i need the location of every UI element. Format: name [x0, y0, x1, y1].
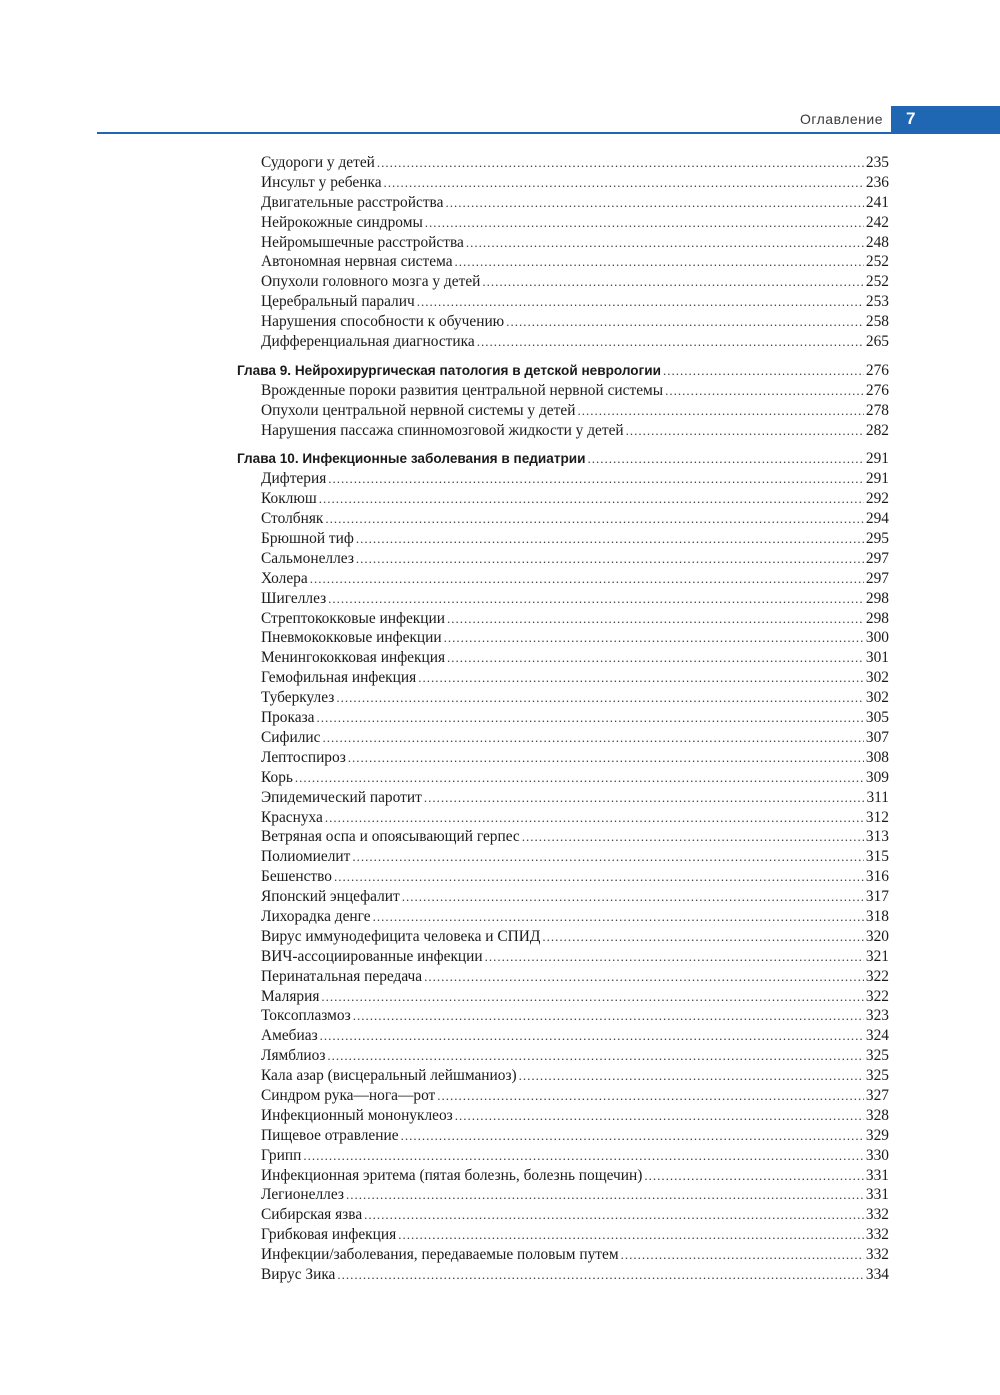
toc-entry-title: Холера [261, 569, 308, 587]
toc-entry-page: 291 [865, 450, 889, 468]
toc-dot-leader [424, 788, 865, 808]
toc-entry-title: Сальмонеллез [261, 549, 354, 567]
toc-item [237, 808, 889, 828]
toc-dot-leader [418, 668, 864, 688]
toc-dot-leader [336, 688, 864, 708]
toc-item [237, 332, 889, 352]
toc-dot-leader [437, 1086, 864, 1106]
toc-entry-page: 318 [865, 907, 889, 925]
toc-item [237, 867, 889, 887]
toc-entry-title: Гемофильная инфекция [261, 669, 417, 687]
toc-entry-title: Малярия [261, 987, 320, 1005]
toc-entry-page: 241 [865, 193, 889, 211]
toc-entry-page: 320 [865, 927, 889, 945]
toc-dot-leader [348, 748, 864, 768]
toc-entry-title: Ветряная оспа и опоясывающий герпес [261, 828, 520, 846]
toc-item [237, 748, 889, 768]
toc-entry-title: Легионеллез [261, 1186, 344, 1204]
toc-entry-page: 325 [865, 1067, 889, 1085]
toc-entry-page: 298 [865, 589, 889, 607]
toc-entry-title: Японский энцефалит [261, 888, 400, 906]
toc-dot-leader [352, 847, 864, 867]
toc-item [237, 987, 889, 1007]
toc-entry-title: Столбняк [261, 510, 324, 528]
toc-dot-leader [444, 628, 864, 648]
toc-dot-leader [519, 1066, 864, 1086]
toc-entry-page: 321 [865, 947, 889, 965]
toc-dot-leader [303, 1146, 864, 1166]
toc-dot-leader [445, 193, 863, 213]
toc-item [237, 401, 889, 421]
toc-entry-page: 305 [865, 709, 889, 727]
toc-dot-leader [295, 768, 864, 788]
toc-entry-page: 323 [865, 1007, 889, 1025]
toc-entry-page: 265 [865, 333, 889, 351]
toc-entry-title: Грибковая инфекция [261, 1226, 397, 1244]
toc-entry-page: 235 [865, 154, 889, 171]
toc-item [237, 967, 889, 987]
toc-item [237, 252, 889, 272]
toc-item [237, 569, 889, 589]
toc-item [237, 609, 889, 629]
toc-item [237, 1185, 889, 1205]
toc-entry-page: 312 [865, 808, 889, 826]
header-rule [97, 132, 1000, 134]
toc-dot-leader [424, 967, 864, 987]
toc-dot-leader [356, 529, 864, 549]
toc-entry-title: Брюшной тиф [261, 530, 354, 548]
toc-dot-leader [588, 449, 864, 469]
toc-entry-page: 315 [865, 848, 889, 866]
toc-item [237, 688, 889, 708]
toc-dot-leader [577, 401, 863, 421]
toc-dot-leader [328, 469, 864, 489]
toc-entry-page: 302 [865, 669, 889, 687]
toc-entry-title: Судороги у детей [261, 154, 375, 171]
toc-entry-title: Синдром рука—нога—рот [261, 1086, 436, 1104]
toc-entry-page: 297 [865, 549, 889, 567]
toc-entry-page: 329 [865, 1126, 889, 1144]
toc-dot-leader [321, 987, 863, 1007]
toc-item [237, 648, 889, 668]
toc-entry-page: 332 [865, 1226, 889, 1244]
toc-dot-leader [466, 233, 864, 253]
toc-dot-leader [485, 947, 864, 967]
toc-entry-page: 332 [865, 1206, 889, 1224]
toc-entry-title: Пищевое отравление [261, 1126, 399, 1144]
toc-entry-page: 276 [865, 381, 889, 399]
toc-dot-leader [665, 381, 864, 401]
toc-entry-title: Нарушения пассажа спинномозговой жидкости у детей [261, 421, 624, 439]
toc-entry-page: 324 [865, 1027, 889, 1045]
toc-entry-title: Церебральный паралич [261, 293, 415, 311]
toc-entry-page: 276 [865, 361, 889, 379]
toc-entry-page: 298 [865, 609, 889, 627]
toc-item [237, 1126, 889, 1146]
toc-item [237, 173, 889, 193]
toc-dot-leader [364, 1205, 864, 1225]
toc-entry-page: 248 [865, 233, 889, 251]
toc-entry-title: Дифтерия [261, 470, 327, 488]
running-title: Оглавление [799, 111, 883, 127]
toc-entry-title: Нейромышечные расстройства [261, 233, 464, 251]
toc-entry-page: 322 [865, 987, 889, 1005]
toc-chapter [237, 449, 889, 469]
toc-dot-leader [447, 648, 864, 668]
toc-chapter [237, 361, 889, 381]
toc-item [237, 708, 889, 728]
toc-entry-page: 242 [865, 213, 889, 231]
toc-dot-leader [353, 1006, 864, 1026]
toc-entry-title: Лептоспироз [261, 748, 346, 766]
toc-entry-title: Сибирская язва [261, 1206, 363, 1224]
toc-item [237, 1245, 889, 1265]
toc-entry-page: 334 [865, 1265, 889, 1283]
toc-dot-leader [506, 312, 864, 332]
toc-entry-page: 252 [865, 273, 889, 291]
toc-item [237, 927, 889, 947]
toc-entry-title: Бешенство [261, 868, 333, 886]
toc-dot-leader [644, 1166, 864, 1186]
toc-item [237, 1205, 889, 1225]
toc-dot-leader [346, 1185, 864, 1205]
page-number: 7 [906, 109, 916, 128]
toc-dot-leader [373, 907, 864, 927]
toc-dot-leader [334, 867, 864, 887]
toc-dot-leader [327, 1046, 864, 1066]
toc-item [237, 1106, 889, 1126]
toc-item [237, 292, 889, 312]
toc-entry-title: ВИЧ-ассоциированные инфекции [261, 947, 483, 965]
toc-item [237, 233, 889, 253]
page-header [0, 106, 1000, 136]
toc-entry-title: Инфекционная эритема (пятая болезнь, болезнь пощечин) [261, 1166, 643, 1184]
toc-item [237, 153, 889, 173]
toc-entry-title: Проказа [261, 709, 315, 727]
toc-entry-page: 252 [865, 253, 889, 271]
toc-entry-page: 295 [865, 530, 889, 548]
toc-entry-title: Корь [261, 768, 293, 786]
toc-entry-page: 307 [865, 728, 889, 746]
toc-item [237, 1086, 889, 1106]
toc-entry-title: Менингококковая инфекция [261, 649, 446, 667]
toc-dot-leader [325, 808, 864, 828]
toc-entry-page: 313 [865, 828, 889, 846]
toc-entry-page: 309 [865, 768, 889, 786]
toc-entry-page: 328 [865, 1106, 889, 1124]
toc-dot-leader [626, 421, 864, 441]
toc-entry-title: Нейрокожные синдромы [261, 213, 423, 231]
toc-dot-leader [317, 708, 864, 728]
toc-entry-title: Нарушения способности к обучению [261, 313, 505, 331]
toc-dot-leader [322, 728, 863, 748]
toc-item [237, 1026, 889, 1046]
toc-dot-leader [621, 1245, 864, 1265]
toc-entry-title: Коклюш [261, 490, 317, 508]
toc-entry-title: Дифференциальная диагностика [261, 333, 475, 351]
toc-item [237, 1166, 889, 1186]
toc-entry-page: 325 [865, 1047, 889, 1065]
toc-dot-leader [447, 609, 864, 629]
toc-item [237, 628, 889, 648]
toc-entry-title: Пневмококковые инфекции [261, 629, 442, 647]
toc-dot-leader [542, 927, 864, 947]
toc-entry-title: Амебиаз [261, 1027, 318, 1045]
toc-dot-leader [320, 1026, 864, 1046]
toc-item [237, 1066, 889, 1086]
toc-entry-title: Вирус Зика [261, 1265, 336, 1283]
toc-item [237, 788, 889, 808]
toc-entry-title: Перинатальная передача [261, 967, 423, 985]
toc-dot-leader [663, 361, 864, 381]
toc-entry-title: Опухоли головного мозга у детей [261, 273, 481, 291]
toc-entry-title: Краснуха [261, 808, 323, 826]
toc-entry-title: Врожденные пороки развития центральной нервной системы [261, 381, 664, 399]
toc-item [237, 947, 889, 967]
toc-dot-leader [455, 252, 864, 272]
toc-item [237, 549, 889, 569]
toc-dot-leader [328, 589, 864, 609]
toc-dot-leader [384, 173, 864, 193]
toc-item [237, 193, 889, 213]
toc-entry-title: Глава 9. Нейрохирургическая патология в детской неврологии [237, 362, 661, 378]
toc-entry-page: 322 [865, 967, 889, 985]
toc-entry-page: 331 [865, 1186, 889, 1204]
toc-item [237, 1046, 889, 1066]
toc-entry-title: Инфекции/заболевания, передаваемые половым путем [261, 1246, 619, 1264]
toc-item [237, 907, 889, 927]
toc-entry-page: 258 [865, 313, 889, 331]
toc-entry-page: 253 [865, 293, 889, 311]
toc-entry-page: 300 [865, 629, 889, 647]
toc-dot-leader [417, 292, 864, 312]
toc-dot-leader [356, 549, 864, 569]
toc-dot-leader [455, 1106, 864, 1126]
toc-entry-title: Инсульт у ребенка [261, 173, 382, 191]
toc-entry-title: Глава 10. Инфекционные заболевания в педиатрии [237, 451, 586, 467]
toc-item [237, 1225, 889, 1245]
toc-dot-leader [337, 1265, 864, 1285]
toc-entry-page: 292 [865, 490, 889, 508]
toc-dot-leader [319, 489, 864, 509]
toc-dot-leader [477, 332, 864, 352]
toc-entry-title: Автономная нервная система [261, 253, 453, 271]
toc-entry-page: 297 [865, 569, 889, 587]
toc-item [237, 668, 889, 688]
toc-entry-page: 278 [865, 401, 889, 419]
toc-entry-title: Шигеллез [261, 589, 327, 607]
toc-item [237, 1006, 889, 1026]
toc-entry-page: 308 [865, 748, 889, 766]
toc-entry-page: 316 [865, 868, 889, 886]
toc-entry-title: Полиомиелит [261, 848, 351, 866]
toc-item [237, 1146, 889, 1166]
toc-entry-title: Опухоли центральной нервной системы у детей [261, 401, 576, 419]
toc-item [237, 489, 889, 509]
toc-entry-page: 302 [865, 689, 889, 707]
toc-item [237, 768, 889, 788]
toc-item [237, 421, 889, 441]
toc-entry-title: Лихорадка денге [261, 907, 371, 925]
toc-entry-title: Стрептококковые инфекции [261, 609, 445, 627]
toc-dot-leader [398, 1225, 864, 1245]
toc-dot-leader [402, 887, 864, 907]
toc-dot-leader [522, 827, 864, 847]
toc-entry-page: 282 [865, 421, 889, 439]
toc-entry-title: Вирус иммунодефицита человека и СПИД [261, 927, 541, 945]
toc-item [237, 381, 889, 401]
toc-entry-page: 327 [865, 1086, 889, 1104]
toc-entry-title: Токсоплазмоз [261, 1007, 351, 1025]
toc-dot-leader [377, 153, 864, 173]
toc-item [237, 469, 889, 489]
toc-entry-title: Туберкулез [261, 689, 335, 707]
toc-item [237, 1265, 889, 1285]
toc-item [237, 272, 889, 292]
toc-dot-leader [482, 272, 864, 292]
toc-item [237, 529, 889, 549]
toc-item [237, 589, 889, 609]
toc-entry-title: Двигательные расстройства [261, 193, 444, 211]
toc-dot-leader [425, 213, 864, 233]
toc-entry-page: 332 [865, 1246, 889, 1264]
toc-entry-title: Эпидемический паротит [261, 788, 422, 806]
toc-entry-title: Кала азар (висцеральный лейшманиоз) [261, 1067, 517, 1085]
toc-entry-page: 331 [865, 1166, 889, 1184]
table-of-contents [237, 153, 889, 1285]
toc-entry-title: Грипп [261, 1146, 302, 1164]
toc-entry-page: 294 [865, 510, 889, 528]
toc-entry-page: 311 [866, 788, 889, 806]
toc-item [237, 887, 889, 907]
toc-dot-leader [325, 509, 864, 529]
toc-entry-page: 317 [865, 888, 889, 906]
toc-entry-page: 291 [865, 470, 889, 488]
toc-entry-title: Лямблиоз [261, 1047, 326, 1065]
toc-dot-leader [310, 569, 864, 589]
toc-item [237, 847, 889, 867]
toc-entry-page: 236 [865, 173, 889, 191]
toc-item [237, 728, 889, 748]
toc-item [237, 312, 889, 332]
toc-entry-title: Сифилис [261, 728, 321, 746]
toc-entry-page: 301 [865, 649, 889, 667]
toc-item [237, 213, 889, 233]
toc-item [237, 827, 889, 847]
toc-entry-title: Инфекционный мононуклеоз [261, 1106, 453, 1124]
toc-item [237, 509, 889, 529]
toc-entry-page: 330 [865, 1146, 889, 1164]
toc-dot-leader [401, 1126, 864, 1146]
